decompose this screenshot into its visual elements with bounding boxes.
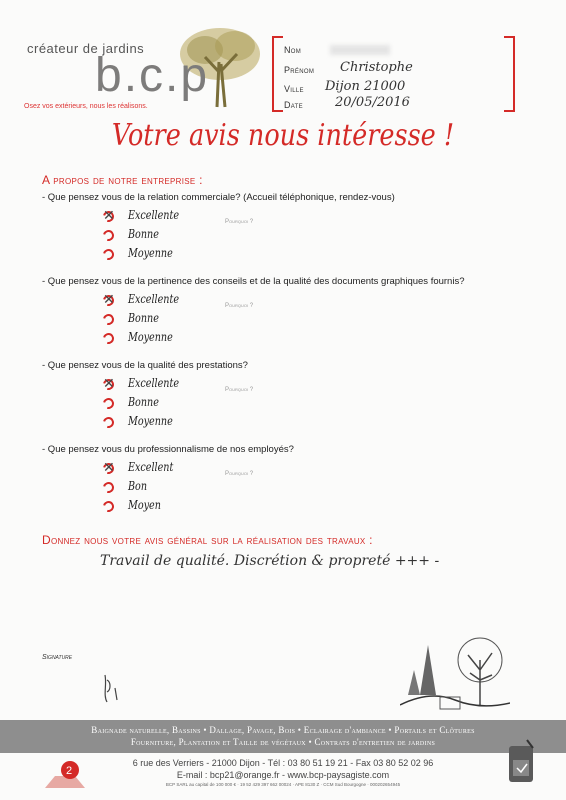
why-label: Pourquoi ? [225,387,254,393]
brand-top-text: créateur de jardins [27,41,145,56]
option-label: Bonne [128,227,159,241]
option-label: Excellente [128,376,180,390]
option-label: Excellente [128,208,180,222]
why-label: Pourquoi ? [225,471,254,477]
option-label: Moyenne [128,414,173,428]
ville-value: Dijon 21000 [325,79,406,94]
option-label: Moyenne [128,330,173,344]
footer-address: 6 rue des Verriers - 21000 Dijon - Tél : 03 80 51 19 21 - Fax 03 80 52 02 96 [132,758,434,768]
option-radio-icon[interactable] [101,312,116,327]
footer-legal: BCP SARL au capital de 100 000 € · 19 52 429 397 662 00024 · APE 8130 Z · CCM Sud Bourgogne · 000202654945 [165,782,401,787]
certification-badge-icon [507,738,537,788]
date-label: Date [284,100,303,110]
nom-label: Nom [284,45,302,55]
section-general-heading: Donnez nous votre avis général sur la réalisation des travaux : [42,533,373,547]
option-radio-icon[interactable] [101,480,116,495]
page-title: Votre avis nous intéresse ! [111,118,455,153]
checked-mark-icon: ✕ [103,375,115,391]
option-radio-icon[interactable] [101,331,116,346]
footer-bar [0,720,566,753]
option-radio-icon[interactable] [101,396,116,411]
footer-services-line1: Baignade naturelle, Bassins • Dallage, Pavage, Bois • Eclairage d'ambiance • Portails et Clôtures [91,725,475,735]
why-label: Pourquoi ? [225,219,254,225]
option-radio-icon[interactable] [101,415,116,430]
footer-services-line2: Fourniture, Plantation et Taille de végétaux • Contrats d'entretien de jardins [130,737,436,747]
footer-email: E-mail : bcp21@orange.fr - www.bcp-paysagiste.com [176,770,390,780]
svg-text:2: 2 [66,765,73,777]
general-answer: Travail de qualité. Discrétion & propreté +++ - [100,553,440,569]
prenom-value: Christophe [340,60,413,75]
option-radio-icon[interactable] [101,228,116,243]
nom-value-redacted [330,45,390,55]
option-radio-icon[interactable] [101,247,116,262]
checked-mark-icon: ✕ [103,207,115,223]
option-label: Excellent [128,460,174,474]
option-label: Bonne [128,311,159,325]
option-label: Excellente [128,292,180,306]
signature-mark [95,670,135,705]
checked-mark-icon: ✕ [103,291,115,307]
garden-illustration-icon [400,625,510,715]
option-label: Moyen [128,498,161,512]
ville-label: Ville [284,84,304,94]
question-text: - Que pensez vous de la qualité des prestations? [42,360,248,371]
why-label: Pourquoi ? [225,303,254,309]
option-label: Bon [128,479,148,493]
section-entreprise-heading: A propos de notre entreprise : [42,173,203,187]
brand-logo-text: b.c.p [95,49,210,102]
option-radio-icon[interactable] [101,499,116,514]
question-text: - Que pensez vous de la pertinence des conseils et de la qualité des documents graphiques fournis? [42,276,465,287]
question-text: - Que pensez vous de la relation commerciale? (Accueil téléphonique, rendez-vous) [42,192,395,203]
option-label: Moyenne [128,246,173,260]
option-label: Bonne [128,395,159,409]
question-text: - Que pensez vous du professionnalisme de nos employés? [42,444,294,455]
brand-tagline: Osez vos extérieurs, nous les réalisons. [24,103,148,110]
date-value: 20/05/2016 [335,95,410,110]
checked-mark-icon: ✕ [103,459,115,475]
prenom-label: Prénom [284,65,315,75]
signature-label: Signature [42,654,73,661]
